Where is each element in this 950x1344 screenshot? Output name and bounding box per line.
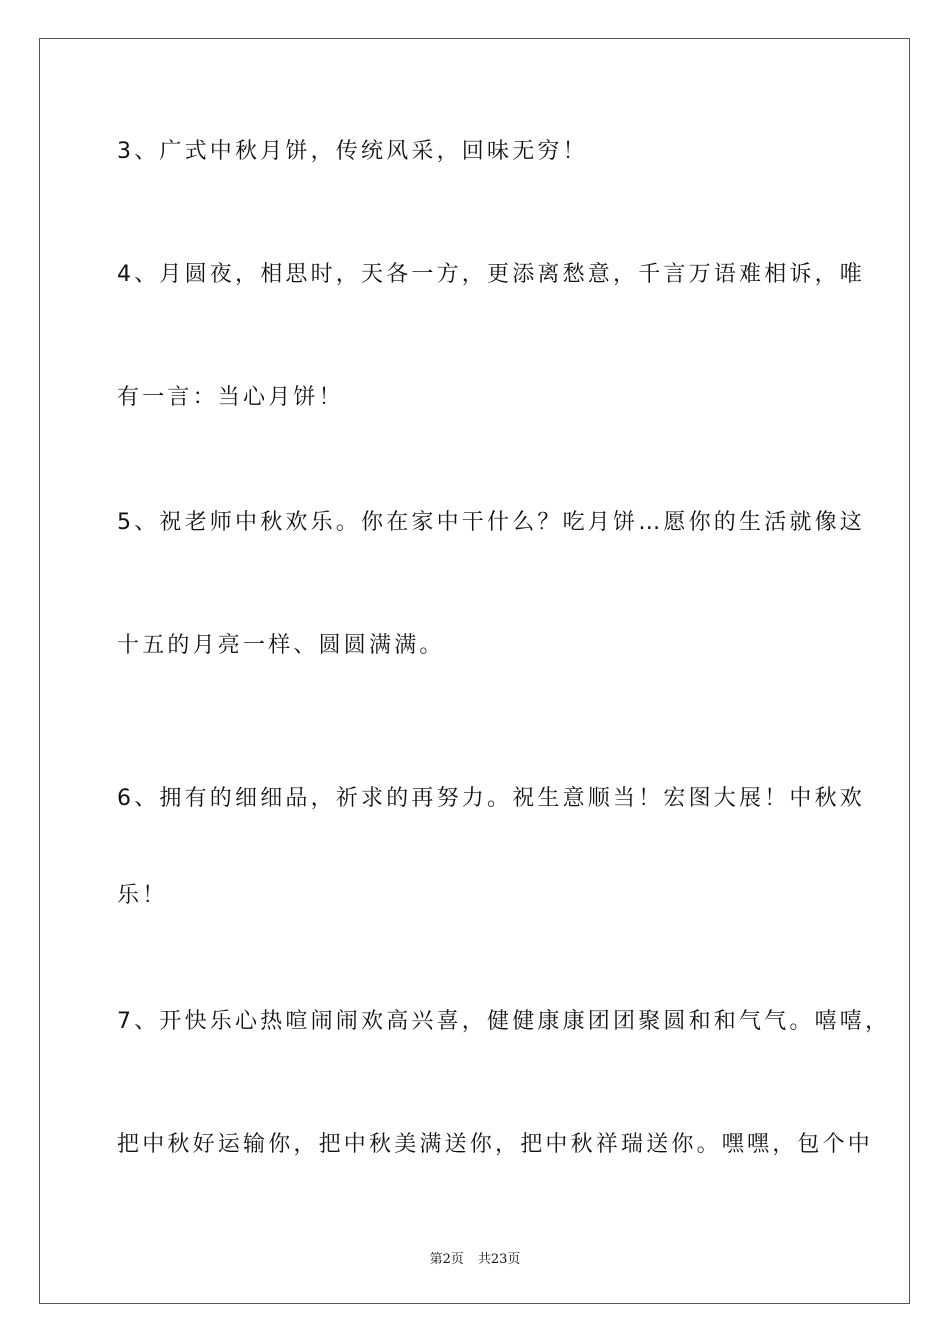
page-total: 共23页: [477, 1252, 521, 1267]
text-line: 十五的月亮一样、圆圆满满。: [117, 633, 445, 658]
page-number: 第2页: [429, 1252, 464, 1267]
text-line: 4、月圆夜，相思时，天各一方，更添离愁意，千言万语难相诉，唯: [117, 262, 865, 287]
text-line: 5、祝老师中秋欢乐。你在家中干什么？吃月饼…愿你的生活就像这: [117, 510, 865, 535]
text-line: 7、开快乐心热喧闹闹欢高兴喜，健健康康团团聚圆和和气气。嘻嘻，: [117, 1009, 891, 1034]
text-line: 6、拥有的细细品，祈求的再努力。祝生意顺当！宏图大展！中秋欢: [117, 786, 865, 811]
text-line: 有一言：当心月饼！: [117, 385, 344, 410]
page-frame: [39, 38, 910, 1304]
text-line: 把中秋好运输你，把中秋美满送你，把中秋祥瑞送你。嘿嘿，包个中: [117, 1132, 874, 1157]
text-line: 乐！: [117, 883, 168, 908]
text-line: 3、广式中秋月饼，传统风采，回味无穷！: [117, 139, 588, 164]
page-footer: [0, 1248, 950, 1267]
